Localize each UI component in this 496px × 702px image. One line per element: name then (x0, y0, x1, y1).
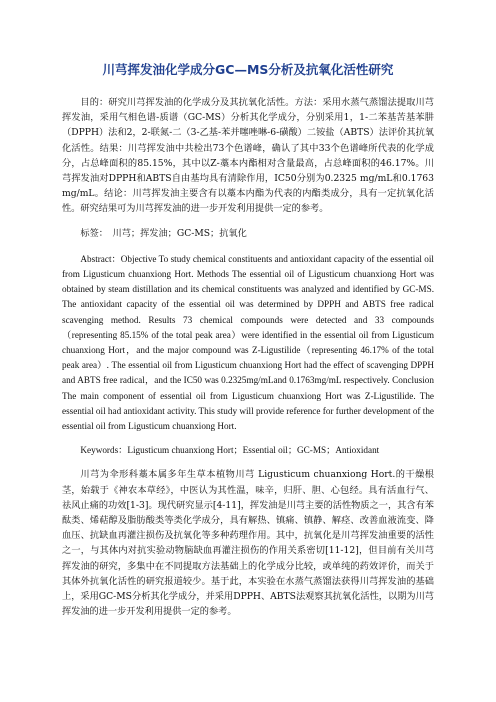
keywords-chinese: 标签： 川芎；挥发油；GC-MS；抗氧化 (80, 227, 247, 239)
abstract-chinese: 目的：研究川芎挥发油的化学成分及其抗氧化活性。方法：采用水蒸气蒸馏法提取川芎挥发油，采用气相色谱-质谱（GC-MS）分析其化学成分，分别采用1，1-二苯基苦基苯肼（DPPH）法和2，2-联氮-二（3-乙基-苯并噻唑啉-6-磺酸）二铵盐（ABTS）法评价其抗氧化活性。结果：川芎挥发油中共检出73个色谱峰，确认了其中33个色谱峰所代表的化学成分，占总峰面积的85.15%，其中以Z-藁本内酯相对含量最高，占总峰面积的46.17%。川芎挥发油对DPPH和ABTS自由基均具有清除作用，IC50分别为0.2325 mg/mL和0.1763 mg/mL。结论：川芎挥发油主要含有以藁本内酯为代表的内酯类成分，具有一定抗氧化活性。研究结果可为川芎挥发油的进一步开发利用提供一定的参考。 (62, 97, 434, 215)
abstract-english: Abstract：Objective To study chemical constituents and antioxidant capacity of the essential oil from Ligusticum chuanxiong Hort. Methods The essential oil of Ligusticum chuanxiong Hort was obtained by steam distillation and its chemical constituents was analyzed and identified by GC-MS. The antioxidant capacity of the essential oil was determined by DPPH and ABTS free radical scavenging method. Results 73 chemical compounds were detected and 33 compounds（representing 85.15% of the total peak area）were identified in the essential oil from Ligusticum chuanxiong Hort，and the major compound was Z-Ligustilide（representing 46.17% of the total peak area）. The essential oil from Ligusticum chuanxiong Hort had the effect of scavenging DPPH and ABTS free radical，and the IC50 was 0.2325mg/mLand 0.1763mg/mL respectively. Conclusion The main component of essential oil from Ligusticum chuanxiong Hort was Z-Ligustilide. The essential oil had antioxidant activity. This study will provide reference for further development of the essential oil from Ligusticum chuanxiong Hort. (62, 253, 434, 432)
keywords-english: Keywords：Ligusticum chuanxiong Hort；Essential oil；GC-MS；Antioxidant (80, 445, 380, 456)
introduction-paragraph: 川芎为伞形科藁本属多年生草本植物川芎 Ligusticum chuanxiong Hort.的干燥根茎，始载于《神农本草经》，中医认为其性温，味辛，归肝、胆、心包经。具有活血行气、祛风止痛的功效[1-3]。现代研究显示[4-11]，挥发油是川芎主要的活性物质之一，其含有苯酞类、烯萜醇及脂肪酸类等类化学成分，具有解热、镇痛、镇静、解痉、改善血液流变、降血压、抗缺血再灌注损伤及抗氧化等多种药理作用。其中，抗氧化是川芎挥发油重要的活性之一，与其体内对抗实验动物脑缺血再灌注损伤的作用关系密切[11-12]，但目前有关川芎挥发油的研究，多集中在不同提取方法基础上的化学成分比较，或单纯的药效评价，而关于其体外抗氧化活性的研究报道较少。基于此，本实验在水蒸气蒸馏法获得川芎挥发油的基础上，采用GC-MS分析其化学成分，并采用DPPH、ABTS法观察其抗氧化活性，以期为川芎挥发油的进一步开发利用提供一定的参考。 (62, 469, 434, 618)
section-gap (62, 241, 434, 252)
paper-title: 川芎挥发油化学成分GC—MS分析及抗氧化活性研究 (102, 62, 394, 77)
